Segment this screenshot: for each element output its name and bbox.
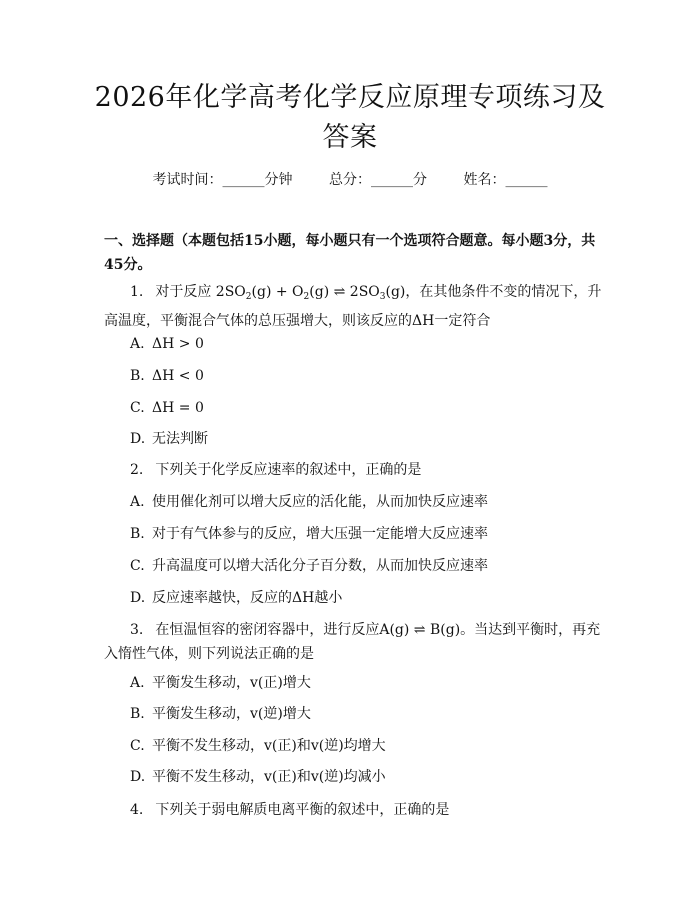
question-4 <box>104 798 604 822</box>
option-letter: A. <box>130 675 145 691</box>
exam-meta <box>0 169 700 189</box>
option-1a <box>130 334 204 354</box>
question-number: 1. <box>130 284 144 300</box>
option-3a <box>130 673 311 693</box>
option-text: 平衡发生移动，v(逆)增大 <box>152 706 311 722</box>
document-title: 2026年化学高考化学反应原理专项练习及答案 <box>94 82 606 153</box>
subscript: 2 <box>245 292 252 302</box>
option-letter: D. <box>130 590 146 606</box>
option-text: 无法判断 <box>152 431 208 447</box>
option-letter: D. <box>130 431 146 447</box>
option-letter: C. <box>130 558 145 574</box>
option-2c <box>130 556 488 576</box>
option-text: ΔH = 0 <box>152 400 204 416</box>
option-text: ΔH > 0 <box>152 336 204 352</box>
option-letter: C. <box>130 738 145 754</box>
option-letter: B. <box>130 526 145 542</box>
subscript: 2 <box>303 292 310 302</box>
total-score: 总分：______分 <box>329 172 427 188</box>
question-number: 4. <box>130 802 144 818</box>
option-2b <box>130 524 488 544</box>
option-text: 平衡不发生移动，v(正)和v(逆)均减小 <box>152 769 386 785</box>
option-3b <box>130 704 311 724</box>
subscript: 3 <box>379 292 386 302</box>
option-letter: A. <box>130 494 145 510</box>
option-text: 平衡不发生移动，v(正)和v(逆)均增大 <box>152 738 386 754</box>
question-stem-part: (g) ⇌ 2SO <box>309 284 380 300</box>
option-letter: B. <box>130 368 145 384</box>
question-1 <box>104 280 604 333</box>
question-number: 3. <box>130 622 144 638</box>
question-stem: 在恒温恒容的密闭容器中，进行反应A(g) ⇌ B(g)。当达到平衡时，再充入惰性气体，则下列说法正确的是 <box>104 622 601 662</box>
option-letter: B. <box>130 706 145 722</box>
option-1c <box>130 398 204 418</box>
option-text: 升高温度可以增大活化分子百分数，从而加快反应速率 <box>152 558 488 574</box>
option-3c <box>130 736 386 756</box>
option-1d <box>130 429 208 449</box>
option-letter: D. <box>130 769 146 785</box>
question-stem: 下列关于弱电解质电离平衡的叙述中，正确的是 <box>155 802 450 818</box>
exam-time: 考试时间：______分钟 <box>152 172 293 188</box>
option-text: 平衡发生移动，v(正)增大 <box>152 675 311 691</box>
question-stem-part: 对于反应 2SO <box>155 284 246 300</box>
option-letter: A. <box>130 336 145 352</box>
question-number: 2. <box>130 462 144 478</box>
question-stem-part: (g)，在其他条件不变的情况下，升高温度，平衡混合气体的总压强增大，则该反应的ΔH一定符合 <box>104 284 602 329</box>
option-text: ΔH < 0 <box>152 368 204 384</box>
question-2 <box>104 458 604 482</box>
question-stem: 下列关于化学反应速率的叙述中，正确的是 <box>155 462 422 478</box>
option-text: 对于有气体参与的反应，增大压强一定能增大反应速率 <box>152 526 488 542</box>
section-title: 一、选择题（本题包括15小题，每小题只有一个选项符合题意。每小题3分，共45分。 <box>104 233 596 273</box>
question-stem-part: (g) + O <box>251 284 304 300</box>
option-text: 使用催化剂可以增大反应的活化能，从而加快反应速率 <box>152 494 488 510</box>
option-text: 反应速率越快，反应的ΔH越小 <box>152 590 343 606</box>
student-name: 姓名：______ <box>463 172 548 188</box>
question-3 <box>104 618 604 666</box>
option-3d <box>130 767 386 787</box>
option-1b <box>130 366 204 386</box>
option-2d <box>130 588 342 608</box>
option-2a <box>130 492 488 512</box>
option-letter: C. <box>130 400 145 416</box>
